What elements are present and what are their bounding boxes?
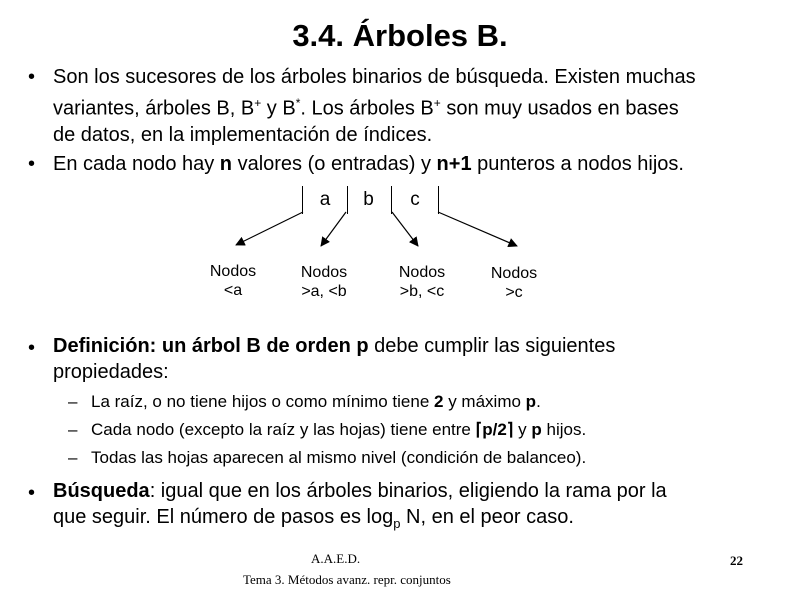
child-node-4: Nodos >c [490,265,538,301]
bullet-3-text: Definición: un árbol B de orden p debe cumplir las siguientes propiedades: [53,335,616,383]
page-number: 22 [730,553,743,568]
pointer-arrow-3 [392,212,418,246]
tree-key-a: a [302,186,348,214]
pointer-arrow-4 [438,212,517,246]
tree-key-b: b [363,189,374,210]
bullet-marker: • [28,66,36,88]
footer-topic: Tema 3. Métodos avanz. repr. conjuntos [243,572,451,587]
bullet-1-line-2: variantes, árboles B, B+ y B*. Los árboles B+ son muy usados en bases [53,96,679,120]
subbullet-2: Cada nodo (excepto la raíz y las hojas) tiene entre ⌈p/2⌉ y p hijos. [91,420,587,439]
pointer-arrow-1 [236,212,303,245]
slide-title: 3.4. Árboles B. [292,18,508,53]
dash-marker: – [68,392,78,411]
bullet-2-text: En cada nodo hay n valores (o entradas) y n+1 punteros a nodos hijos. [53,153,684,175]
bullet-4-text: Búsqueda: igual que en los árboles binarios, eligiendo la rama por la que seguir. El número de pasos es $\log_p N$, en el peor caso. [53,480,667,531]
child-node-2: Nodos >a, <b [300,264,348,300]
child-node-1: Nodos <a [209,263,257,299]
subbullet-3: Todas las hojas aparecen al mismo nivel (condición de balanceo). [91,448,587,467]
subbullet-1: La raíz, o no tiene hijos o como mínimo tiene 2 y máximo p. [91,392,541,411]
bullet-marker: • [28,153,36,175]
dash-marker: – [68,448,78,467]
dash-marker: – [68,420,78,439]
bullet-marker: • [28,337,36,359]
tree-key-c: c [391,186,439,214]
bullet-1-line-1: Son los sucesores de los árboles binarios de búsqueda. Existen muchas [53,66,696,88]
footer-course: A.A.E.D. [311,551,361,566]
child-node-3: Nodos >b, <c [398,264,446,300]
bullet-marker: • [28,482,36,504]
pointer-arrow-2 [321,212,346,246]
bullet-1-line-3: de datos, en la implementación de índices. [53,123,433,146]
